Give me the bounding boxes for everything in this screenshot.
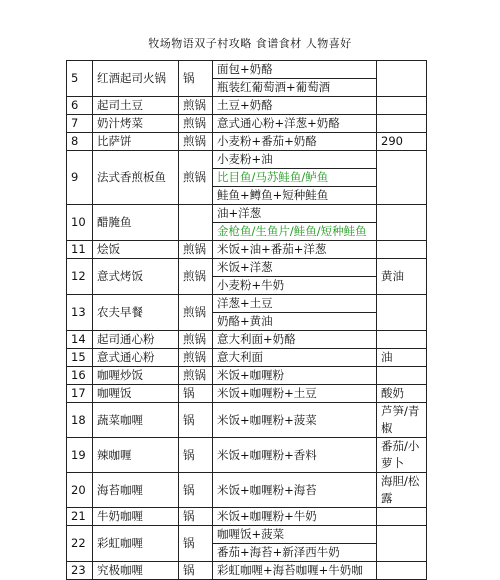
ingredient-line	[213, 151, 377, 169]
preference-text: 油	[381, 350, 393, 364]
table-row	[67, 473, 427, 508]
ingredient-line	[213, 169, 377, 187]
ingredient-text: 小麦粉+牛奶	[217, 278, 285, 292]
table-row	[67, 526, 427, 544]
ingredient-text: 小麦粉+油	[217, 152, 273, 166]
preference-text: 酸奶	[381, 386, 404, 400]
ingredient-text: 意式通心粉+洋葱+奶酪	[217, 116, 340, 130]
ingredient-line	[213, 438, 377, 473]
recipe-number: 12	[67, 259, 93, 295]
preference-text: 番茄/小萝卜	[381, 439, 420, 470]
recipe-number: 13	[67, 295, 93, 331]
recipe-name: 烩饭	[93, 241, 179, 259]
cooking-tool	[179, 205, 213, 241]
cooking-tool: 煎锅	[179, 115, 213, 133]
recipe-number: 5	[67, 61, 93, 97]
ingredient-text: 面包+奶酪	[217, 62, 273, 76]
preference-note	[377, 61, 427, 97]
preference-note	[377, 508, 427, 526]
recipe-number: 22	[67, 526, 93, 562]
table-row	[67, 205, 427, 223]
ingredient-text: 瓶装红葡萄酒+葡萄酒	[217, 80, 331, 94]
ingredient-line	[213, 385, 377, 403]
cooking-tool: 锅	[179, 61, 213, 97]
recipe-name: 红酒起司火锅	[93, 61, 179, 97]
ingredient-line	[213, 259, 377, 277]
recipe-name: 海苔咖喱	[93, 473, 179, 508]
ingredient-line	[213, 508, 377, 526]
ingredient-text: 洋葱+土豆	[217, 296, 273, 310]
ingredient-line	[213, 61, 377, 79]
cooking-tool: 煎锅	[179, 295, 213, 331]
preference-note	[377, 205, 427, 241]
recipe-number: 8	[67, 133, 93, 151]
ingredient-line	[213, 205, 377, 223]
table-row	[67, 562, 427, 580]
recipe-number: 11	[67, 241, 93, 259]
recipe-name: 起司通心粉	[93, 331, 179, 349]
page-title: 牧场物语双子村攻略 食谱食材 人物喜好	[148, 37, 352, 50]
ingredient-text: 番茄+海苔+新泽西牛奶	[217, 545, 340, 559]
preference-note	[377, 473, 427, 508]
preference-note	[377, 385, 427, 403]
ingredient-line	[213, 473, 377, 508]
table-row	[67, 61, 427, 79]
ingredient-line	[213, 223, 377, 241]
recipe-number: 15	[67, 349, 93, 367]
cooking-tool: 煎锅	[179, 241, 213, 259]
ingredient-text: 意大利面	[217, 350, 263, 364]
recipe-name: 辣咖喱	[93, 438, 179, 473]
ingredient-line	[213, 526, 377, 544]
recipe-name: 意式通心粉	[93, 349, 179, 367]
preference-note	[377, 367, 427, 385]
recipe-name: 咖喱炒饭	[93, 367, 179, 385]
table-row	[67, 508, 427, 526]
preference-note	[377, 151, 427, 205]
ingredient-text: 比目鱼/马苏鲑鱼/鲈鱼	[217, 170, 329, 184]
preference-note	[377, 133, 427, 151]
recipe-number: 9	[67, 151, 93, 205]
cooking-tool: 煎锅	[179, 367, 213, 385]
ingredient-text: 奶酪+黄油	[217, 314, 273, 328]
recipe-number: 20	[67, 473, 93, 508]
ingredient-text: 意大利面+奶酪	[217, 332, 296, 346]
ingredient-text: 土豆+奶酪	[217, 98, 273, 112]
recipe-name: 奶汁烤菜	[93, 115, 179, 133]
table-row	[67, 97, 427, 115]
cooking-tool: 锅	[179, 438, 213, 473]
ingredient-line	[213, 295, 377, 313]
recipe-name: 牛奶咖喱	[93, 508, 179, 526]
recipe-name: 起司土豆	[93, 97, 179, 115]
ingredient-text: 米饭+咖喱粉+土豆	[217, 386, 317, 400]
cooking-tool: 锅	[179, 385, 213, 403]
recipe-number: 16	[67, 367, 93, 385]
ingredient-text: 小麦粉+番茄+奶酪	[217, 134, 317, 148]
preference-note	[377, 241, 427, 259]
preference-note	[377, 403, 427, 438]
table-row	[67, 241, 427, 259]
preference-note	[377, 259, 427, 295]
preference-text: 芦笋/青椒	[381, 404, 420, 435]
ingredient-line	[213, 403, 377, 438]
preference-note	[377, 349, 427, 367]
ingredient-text: 米饭+咖喱粉+菠菜	[217, 412, 317, 427]
preference-text: 290	[381, 134, 403, 148]
ingredient-line	[213, 241, 377, 259]
ingredient-line	[213, 313, 377, 331]
recipe-number: 18	[67, 403, 93, 438]
recipe-name: 意式烤饭	[93, 259, 179, 295]
ingredient-line	[213, 79, 377, 97]
cooking-tool: 煎锅	[179, 97, 213, 115]
recipe-number: 10	[67, 205, 93, 241]
preference-note	[377, 526, 427, 562]
table-row	[67, 403, 427, 438]
cooking-tool: 煎锅	[179, 331, 213, 349]
recipe-number: 6	[67, 97, 93, 115]
ingredient-text: 米饭+咖喱粉+海苔	[217, 482, 317, 497]
recipe-number: 14	[67, 331, 93, 349]
table-row	[67, 151, 427, 169]
ingredient-line	[213, 544, 377, 562]
recipe-name: 农夫早餐	[93, 295, 179, 331]
table-row	[67, 438, 427, 473]
recipe-name: 彩虹咖喱	[93, 526, 179, 562]
ingredient-line	[213, 133, 377, 151]
ingredient-text: 鲑鱼+鳟鱼+短种鲑鱼	[217, 188, 329, 202]
recipe-table-body	[67, 61, 427, 580]
recipe-name: 醋腌鱼	[93, 205, 179, 241]
recipe-name: 蔬菜咖喱	[93, 403, 179, 438]
recipe-number: 19	[67, 438, 93, 473]
ingredient-line	[213, 277, 377, 295]
recipe-number: 17	[67, 385, 93, 403]
recipe-table	[66, 60, 427, 580]
preference-note	[377, 562, 427, 580]
cooking-tool: 锅	[179, 403, 213, 438]
recipe-name: 究极咖喱	[93, 562, 179, 580]
ingredient-text: 米饭+咖喱粉+牛奶	[217, 509, 317, 523]
cooking-tool: 煎锅	[179, 349, 213, 367]
cooking-tool: 锅	[179, 526, 213, 562]
ingredient-text: 咖喱饭+菠菜	[217, 527, 285, 541]
preference-note	[377, 295, 427, 331]
ingredient-line	[213, 562, 377, 580]
ingredient-line	[213, 349, 377, 367]
table-row	[67, 259, 427, 277]
preference-note	[377, 97, 427, 115]
cooking-tool: 锅	[179, 562, 213, 580]
ingredient-text: 米饭+咖喱粉+香料	[217, 447, 317, 462]
ingredient-text: 彩虹咖喱+海苔咖喱+牛奶咖	[217, 563, 363, 577]
recipe-name: 法式香煎板鱼	[93, 151, 179, 205]
preference-text: 黄油	[381, 269, 404, 283]
cooking-tool: 煎锅	[179, 151, 213, 205]
ingredient-text: 米饭+洋葱	[217, 260, 273, 274]
preference-note	[377, 331, 427, 349]
ingredient-line	[213, 115, 377, 133]
cooking-tool: 锅	[179, 508, 213, 526]
cooking-tool: 煎锅	[179, 133, 213, 151]
ingredient-text: 金枪鱼/生鱼片/鲑鱼/短种鲑鱼	[217, 224, 367, 238]
table-row	[67, 349, 427, 367]
table-row	[67, 115, 427, 133]
ingredient-text: 油+洋葱	[217, 206, 262, 220]
preference-text: 海胆/松露	[381, 474, 420, 505]
preference-note	[377, 115, 427, 133]
ingredient-line	[213, 367, 377, 385]
ingredient-line	[213, 187, 377, 205]
recipe-name: 咖喱饭	[93, 385, 179, 403]
recipe-number: 21	[67, 508, 93, 526]
ingredient-line	[213, 331, 377, 349]
ingredient-text: 米饭+油+番茄+洋葱	[217, 242, 327, 256]
ingredient-text: 米饭+咖喱粉	[217, 368, 285, 382]
recipe-number: 7	[67, 115, 93, 133]
preference-note	[377, 438, 427, 473]
cooking-tool: 煎锅	[179, 259, 213, 295]
table-row	[67, 367, 427, 385]
recipe-number: 23	[67, 562, 93, 580]
recipe-name: 比萨饼	[93, 133, 179, 151]
table-row	[67, 331, 427, 349]
ingredient-line	[213, 97, 377, 115]
table-row	[67, 385, 427, 403]
cooking-tool: 锅	[179, 473, 213, 508]
table-row	[67, 295, 427, 313]
table-row	[67, 133, 427, 151]
